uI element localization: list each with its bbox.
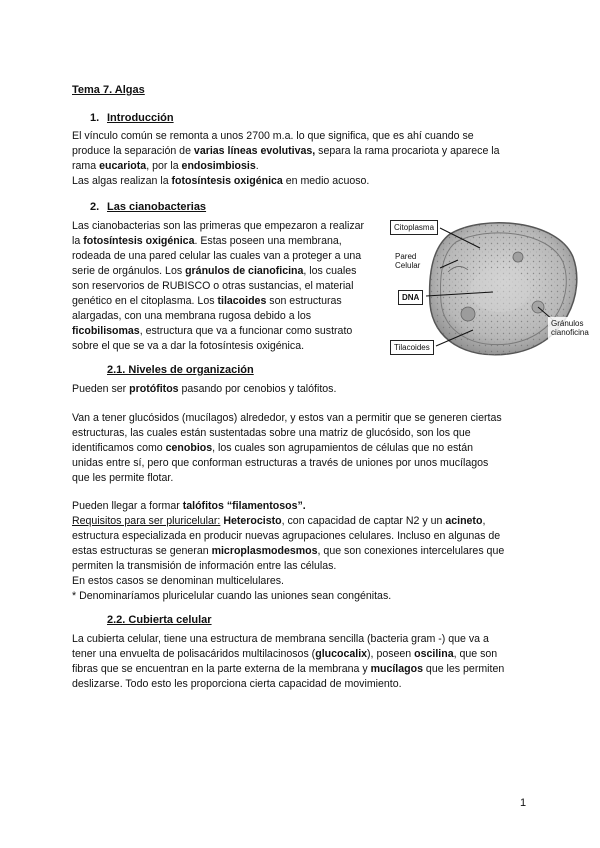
section-2-2-paragraph [72, 632, 530, 692]
text-line: deslizarse. Todo esto les proporciona cierta capacidad de movimiento. [72, 678, 402, 690]
section-2-paragraph [72, 219, 377, 354]
section-2-number: 2. [90, 201, 100, 213]
section-1-number: 1. [90, 112, 100, 124]
text-line: Pueden ser protófitos pasando por cenobios y talófitos. [72, 383, 337, 395]
section-2-1-paragraph-2 [72, 411, 530, 486]
text-line: El vínculo común se remonta a unos 2700 m.a. lo que significa, que es ahí cuando se [72, 130, 474, 142]
text-line: ficobilisomas, estructura que va a funcionar como sustrato [72, 325, 353, 337]
section-1-title: Introducción [107, 112, 174, 124]
section-1-heading [90, 112, 174, 124]
text-line: serie de orgánulos. Los gránulos de cianoficina, los cuales [72, 265, 357, 277]
text-line: identificamos como cenobios, los cuales son agrupamientos de células que no están [72, 442, 474, 454]
cyanobacteria-figure [388, 212, 588, 362]
section-2-1-heading: 2.1. Niveles de organización [107, 364, 254, 376]
text-line: * Denominaríamos pluricelular cuando las uniones sean congénitas. [72, 590, 392, 602]
page-title: Tema 7. Algas [72, 84, 145, 96]
text-line: son reservorios de RUBISCO o otras sustancias, el material [72, 280, 354, 292]
text-line: alargadas, con una membrana rugosa debido a los [72, 310, 312, 322]
text-line: la fotosíntesis oxigénica. Estas poseen una membrana, [72, 235, 342, 247]
page-number: 1 [520, 797, 527, 809]
label-granulos-cianoficina: Gránulos cianoficina [548, 317, 592, 339]
text-line: Pueden llegar a formar talófitos “filamentosos”. [72, 500, 306, 512]
section-2-2-heading: 2.2. Cubierta celular [107, 614, 212, 626]
text-line: estructuras, las cuales están sustentadas sobre una matriz de glucósido, son los que [72, 427, 471, 439]
text-line: sobre el que se va a dar la fotosíntesis oxigénica. [72, 340, 305, 352]
text-line: Van a tener glucósidos (mucílagos) alrededor, y estos van a permitir que se generen ciertas [72, 412, 502, 424]
label-citoplasma: Citoplasma [390, 220, 438, 235]
section-1-paragraph [72, 129, 530, 189]
text-line: En estos casos se denominan multicelulares. [72, 575, 284, 587]
text-line: rama eucariota, por la endosimbiosis. [72, 160, 259, 172]
text-line: Las algas realizan la fotosíntesis oxigénica en medio acuoso. [72, 175, 370, 187]
text-line: Requisitos para ser pluricelular: Heterocisto, con capacidad de captar N2 y un acineto, [72, 515, 486, 527]
text-line: estas estructuras se generan microplasmodesmos, que son conexiones intercelulares que [72, 545, 505, 557]
text-line: estructura especializada en producir nuevas agrupaciones celulares. Incluso en algunas de [72, 530, 501, 542]
label-pared-celular: Pared Celular [395, 252, 421, 270]
label-tilacoides: Tilacoides [390, 340, 434, 355]
text-line: genético en el citoplasma. Los tilacoides son estructuras [72, 295, 342, 307]
section-2-title: Las cianobacterias [107, 201, 207, 213]
text-line: rodeada de una pared celular las cuales van a proteger a una [72, 250, 362, 262]
text-line: que les permite flotar. [72, 472, 174, 484]
text-line: Las cianobacterias son las primeras que empezaron a realizar [72, 220, 365, 232]
section-2-1-paragraph-3 [72, 499, 530, 604]
text-line: fibras que se encuentran en la parte externa de la membrana y mucílagos que les permiten [72, 663, 505, 675]
text-line: unidas entre sí, pero que conforman estructuras a través de uniones por unos mucílagos [72, 457, 489, 469]
text-line: produce la separación de varias líneas evolutivas, separa la rama procariota y aparece la [72, 145, 500, 157]
text-line: permiten la transmisión de información entre las células. [72, 560, 337, 572]
text-line: tener una envuelta de polisacáridos multilacinosos (glucocalix), poseen oscilina, que son [72, 648, 498, 660]
text-line: La cubierta celular, tiene una estructura de membrana sencilla (bacteria gram -) que va a [72, 633, 489, 645]
section-2-heading [90, 201, 206, 213]
section-2-1-paragraph-1 [72, 382, 530, 397]
label-dna: DNA [398, 290, 423, 305]
